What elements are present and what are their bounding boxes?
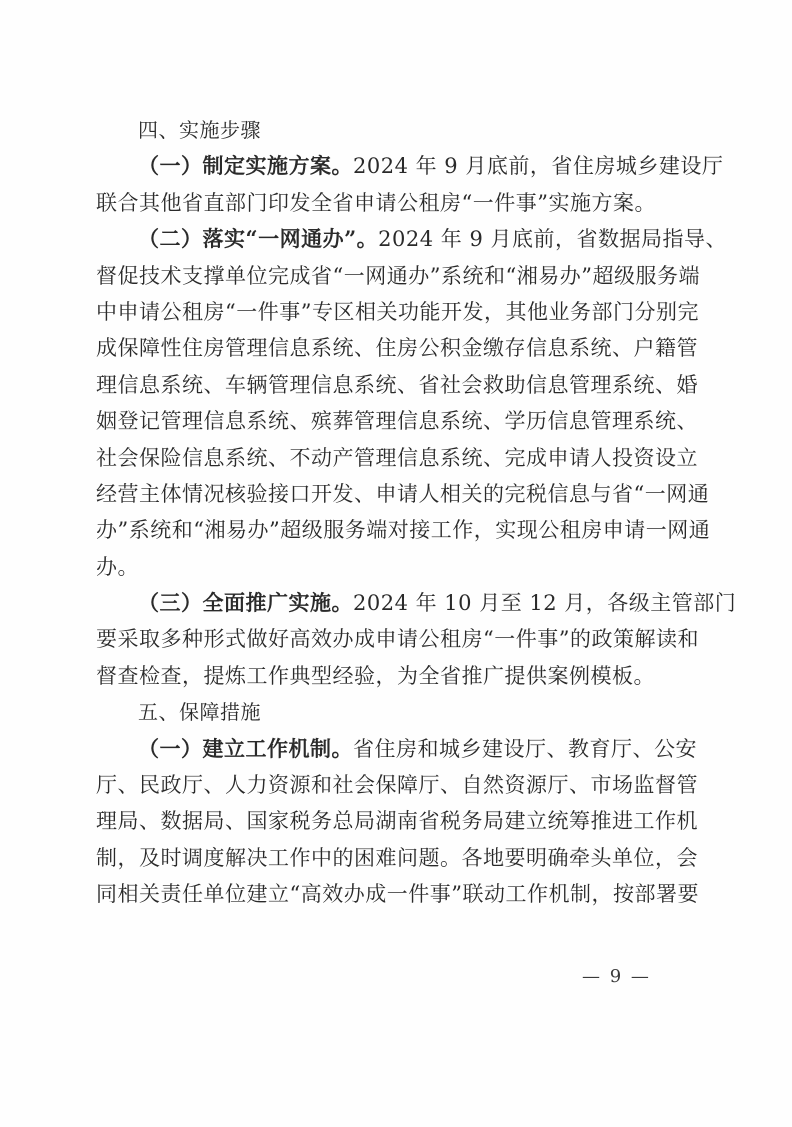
paragraph-line: 经营主体情况核验接口开发、申请人相关的完税信息与省“一网通 xyxy=(96,481,710,506)
paragraph-line xyxy=(96,221,728,257)
paragraph-line: 中申请公租房“一件事”专区相关功能开发，其他业务部门分别完 xyxy=(96,299,699,324)
paragraph-line: 厅、民政厅、人力资源和社会保障厅、自然资源厅、市场监督管 xyxy=(96,773,698,798)
paragraph-line xyxy=(96,585,737,621)
paragraph-line: 同相关责任单位建立“高效办成一件事”联动工作机制，按部署要 xyxy=(96,882,699,907)
item-title: （二）落实“一网通办”。 xyxy=(138,226,379,252)
paragraph-line xyxy=(96,731,697,767)
paragraph-line: 办。 xyxy=(96,554,139,579)
paragraph-line: 理信息系统、车辆管理信息系统、省社会救助信息管理系统、婚 xyxy=(96,372,698,397)
page-number: — 9 — xyxy=(582,966,651,987)
item-text: 2024 年 9 月底前，省数据局指导、 xyxy=(378,227,728,252)
paragraph-line: 理局、数据局、国家税务总局湖南省税务局建立统筹推进工作机 xyxy=(96,809,698,834)
item-title: （一）建立工作机制。 xyxy=(138,735,353,761)
item-text: 2024 年 10 月至 12 月，各级主管部门 xyxy=(353,591,737,616)
paragraph-line: 社会保险信息系统、不动产管理信息系统、完成申请人投资设立 xyxy=(96,445,698,470)
section-heading: 五、保障措施 xyxy=(138,700,261,725)
paragraph-line: 制，及时调度解决工作中的困难问题。各地要明确牵头单位，会 xyxy=(96,845,698,870)
item-title: （三）全面推广实施。 xyxy=(138,590,353,616)
paragraph-line: 要采取多种形式做好高效办成申请公租房“一件事”的政策解读和 xyxy=(96,627,699,652)
paragraph-line: 成保障性住房管理信息系统、住房公积金缴存信息系统、户籍管 xyxy=(96,336,698,361)
paragraph-line: 办”系统和“湘易办”超级服务端对接工作，实现公租房申请一网通 xyxy=(96,518,711,543)
paragraph-line: 督促技术支撑单位完成省“一网通办”系统和“湘易办”超级服务端 xyxy=(96,263,700,288)
paragraph-line: 联合其他省直部门印发全省申请公租房“一件事”实施方案。 xyxy=(96,190,656,215)
section-heading: 四、实施步骤 xyxy=(138,118,261,142)
document-body xyxy=(96,112,737,913)
paragraph-line xyxy=(96,148,724,184)
item-text: 2024 年 9 月底前，省住房城乡建设厅 xyxy=(353,154,724,179)
item-text: 省住房和城乡建设厅、教育厅、公安 xyxy=(353,736,697,761)
item-title: （一）制定实施方案。 xyxy=(138,153,353,179)
paragraph-line: 督查检查，提炼工作典型经验，为全省推广提供案例模板。 xyxy=(96,663,655,688)
paragraph-line: 姻登记管理信息系统、殡葬管理信息系统、学历信息管理系统、 xyxy=(96,409,698,434)
